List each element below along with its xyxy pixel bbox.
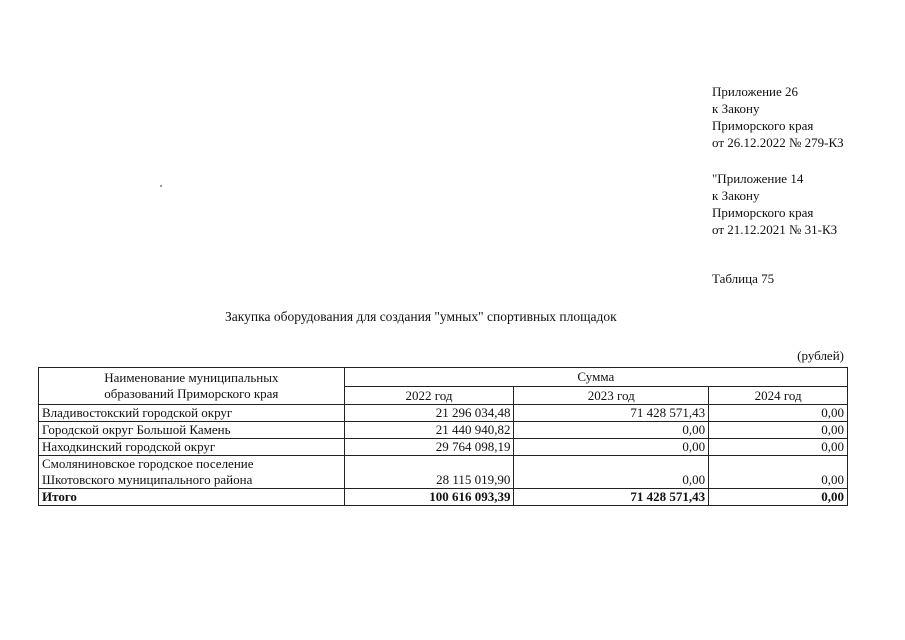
appendix-line: к Закону [712,101,760,116]
header-name-line: образований Приморского края [104,386,279,401]
amount-cell: 0,00 [709,439,848,456]
municipality-name-line: Шкотовского муниципального района [42,472,253,487]
amount-cell: 0,00 [514,422,709,439]
funding-table [38,367,848,506]
amount-cell: 71 428 571,43 [514,405,709,422]
scan-speck [160,185,162,187]
appendix-line: Приморского края [712,118,814,133]
header-year: 2024 год [709,387,848,405]
amount-cell: 0,00 [709,422,848,439]
table-number: Таблица 75 [712,271,775,286]
appendix-line: к Закону [712,188,760,203]
amount-cell: 21 296 034,48 [344,405,514,422]
appendix-line: от 26.12.2022 № 279-КЗ [712,135,844,150]
municipality-name: Находкинский городской округ [39,439,345,456]
appendix-line: "Приложение 14 [712,171,804,186]
total-amount: 0,00 [709,489,848,506]
municipality-name-line: Смоляниновское городское поселение [42,456,254,471]
table-row [39,405,848,422]
header-year: 2022 год [344,387,514,405]
total-amount: 100 616 093,39 [344,489,514,506]
amount-cell: 0,00 [709,456,848,489]
total-row [39,489,848,506]
units-label: (рублей) [797,348,844,363]
appendix-line: Приложение 26 [712,84,799,99]
municipality-name [39,456,345,489]
header-name-line: Наименование муниципальных [104,370,279,385]
appendix-current-block [712,83,844,151]
appendix-line: Приморского края [712,205,814,220]
municipality-name: Городской округ Большой Камень [39,422,345,439]
header-row [39,368,848,387]
amount-cell: 0,00 [514,439,709,456]
amount-cell: 0,00 [709,405,848,422]
total-label: Итого [39,489,345,506]
amount-cell: 21 440 940,82 [344,422,514,439]
amount-cell: 29 764 098,19 [344,439,514,456]
amount-cell: 28 115 019,90 [344,456,514,489]
document-title: Закупка оборудования для создания "умных" спортивных площадок [225,309,617,324]
header-year: 2023 год [514,387,709,405]
table-row [39,422,848,439]
appendix-line: от 21.12.2021 № 31-КЗ [712,222,838,237]
header-municipality [39,368,345,405]
table-row [39,456,848,489]
municipality-name: Владивостокский городской округ [39,405,345,422]
total-amount: 71 428 571,43 [514,489,709,506]
amount-cell: 0,00 [514,456,709,489]
table-row [39,439,848,456]
header-sum: Сумма [344,368,847,387]
appendix-previous-block [712,170,837,238]
